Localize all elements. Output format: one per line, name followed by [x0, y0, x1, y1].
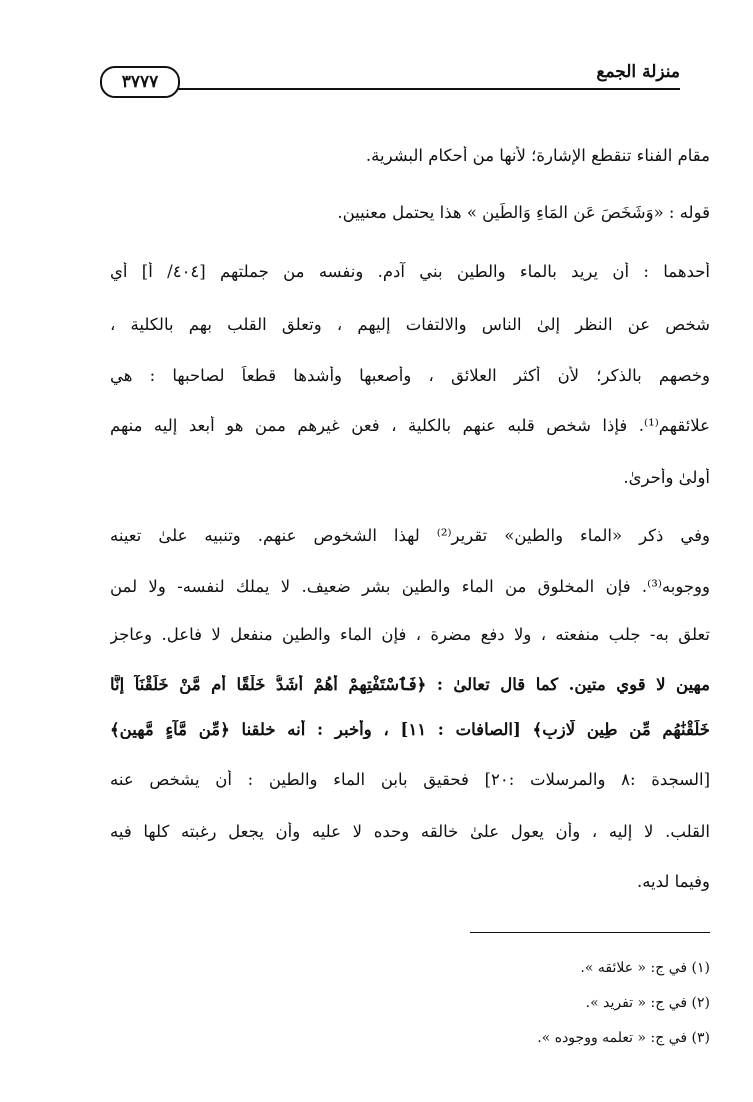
page-header [100, 58, 680, 110]
body-line: وفيما لديه. [636, 872, 710, 891]
body-line: وخصهم بالذكر؛ لأن أكثر العلائق ، وأصعبها وأشدها قطعاً لصاحبها : هي [110, 366, 710, 385]
body-line: قوله : «وَشَخَصَ عَنِ المَاءِ وَالطِّينِ » هذا يحتمل معنيين. [337, 203, 710, 222]
body-line: مقام الفناء تنقطع الإشارة؛ لأنها من أحكام البشرية. [365, 146, 710, 165]
body-line: شخص عن النظر إلىٰ الناس والالتفات إليهم ، وتعلق القلب بهم بالكلية ، [110, 315, 710, 334]
body-line: ووجوبه⁽³⁾. فإن المخلوق من الماء والطين بشر ضعيف. لا يملك لنفسه- ولا لمن [110, 577, 710, 596]
footnote-1: (١) في ج: « علائقه ». [580, 960, 710, 976]
body-line: أولىٰ وأحرىٰ. [623, 468, 710, 487]
footnote-divider [470, 932, 710, 933]
body-line: تعلق به- جلب منفعته ، ولا دفع مضرة ، فإن الماء والطين منفعل لا فاعل. وعاجز [110, 625, 710, 644]
body-line: علائقهم⁽¹⁾. فإذا شخص قلبه عنهم بالكلية ، فعن غيرهم ممن هو أبعد إليه منهم [110, 416, 710, 435]
header-rule [178, 88, 680, 90]
body-line: أحدهما : أن يريد بالماء والطين بني آدم. ونفسه من جملتهم [٤٠٤/ أ] أي [110, 262, 710, 281]
body-line: القلب. لا إليه ، وأن يعول علىٰ خالقه وحده لا عليه وأن يجعل رغبته كلها فيه [110, 822, 710, 841]
footnote-2: (٢) في ج: « تفريد ». [585, 995, 710, 1011]
body-line-quran: مهين لا قوي متين. كما قال تعالىٰ : ﴿فَٱسْتَفْتِهِمْ أَهُمْ أَشَدُّ خَلْقًا أَم مَّنْ خَلَقْنَآ إِنَّا [110, 675, 710, 694]
body-line-quran: خَلَقْنَٰهُم مِّن طِينٍ لَّازِبٍ﴾ [الصافات : ١١] ، وأخبر : أنه خلقنا ﴿مِّن مَّآءٍ مَّهِينٍ﴾ [110, 720, 710, 739]
page-number: ٣٧٧٧ [100, 66, 180, 98]
body-line: [السجدة :٨ والمرسلات :٢٠] فحقيق بابن الماء والطين : أن يشخص عنه [110, 770, 710, 789]
running-title: منزلة الجمع [596, 62, 680, 82]
footnote-3: (٣) في ج: « تعلمه ووجوده ». [537, 1030, 710, 1046]
body-line: وفي ذكر «الماء والطين» تقرير⁽²⁾ لهذا الشخوص عنهم. وتنبيه علىٰ تعينه [110, 526, 710, 545]
